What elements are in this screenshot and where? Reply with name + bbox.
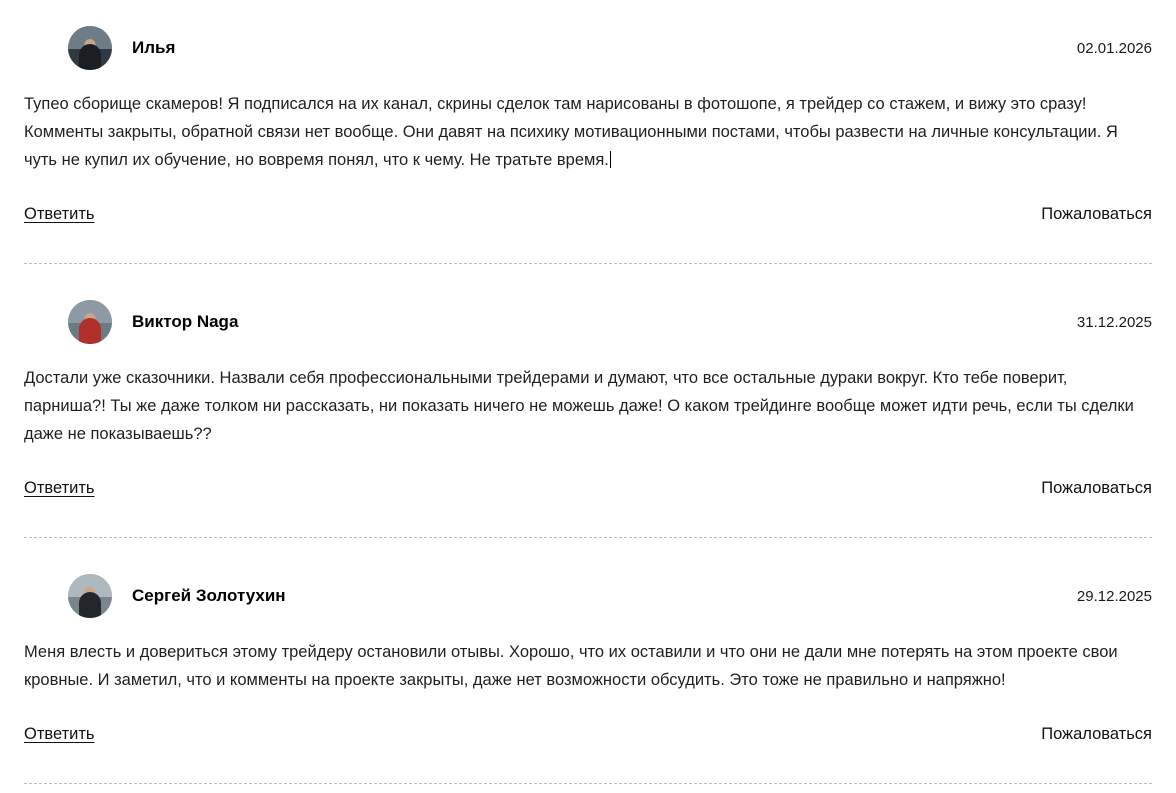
avatar: [68, 300, 112, 344]
review-author: Илья: [132, 38, 176, 57]
review-item: [24, 298, 1152, 538]
review-header: [24, 572, 1152, 620]
avatar: [68, 26, 112, 70]
review-text: Достали уже сказочники. Назвали себя профессиональными трейдерами и думают, что все остальные дураки вокруг. Кто тебе поверит, парниша?! Ты же даже толком ни рассказать, ни показать ничего не можешь даже! О каком трейдинге вообще может идти речь, если ты сделки даже не показываешь??: [24, 369, 1134, 443]
complain-link[interactable]: Пожаловаться: [1041, 725, 1152, 743]
review-text: [24, 90, 1152, 174]
review-date: 31.12.2025: [1076, 313, 1152, 331]
complain-link[interactable]: Пожаловаться: [1041, 479, 1152, 497]
review-item: [24, 572, 1152, 784]
review-text-content: Тупео сборище скамеров! Я подписался на их канал, скрины сделок там нарисованы в фотошопе, я трейдер со стажем, и вижу это сразу! Комменты закрыты, обратной связи нет вообще. Они давят на психику мотивационными постами, чтобы развести на личные консультации. Я чуть не купил их обучение, но вовремя понял, что к чему. Не тратьте время.: [24, 95, 1118, 169]
review-actions: [24, 479, 1152, 498]
review-date: 02.01.2026: [1076, 39, 1152, 57]
review-date: 29.12.2025: [1076, 587, 1152, 605]
review-header: [24, 298, 1152, 346]
review-author: Сергей Золотухин: [132, 586, 286, 605]
reply-link[interactable]: Ответить: [24, 479, 95, 497]
review-header: [24, 24, 1152, 72]
review-actions: [24, 725, 1152, 744]
reply-link[interactable]: Ответить: [24, 725, 95, 743]
avatar: [68, 574, 112, 618]
review-item: [24, 24, 1152, 264]
reply-link[interactable]: Ответить: [24, 205, 95, 223]
review-author: Виктор Naga: [132, 312, 239, 331]
divider: [24, 783, 1152, 784]
review-text: Меня влесть и довериться этому трейдеру остановили отывы. Хорошо, что их оставили и что они не дали мне потерять на этом проекте свои кровные. И заметил, что и комменты на проекте закрыты, даже нет возможности обсудить. Это тоже не правильно и напряжно!: [24, 643, 1118, 689]
review-actions: [24, 205, 1152, 224]
text-caret: [610, 151, 611, 168]
complain-link[interactable]: Пожаловаться: [1041, 205, 1152, 223]
